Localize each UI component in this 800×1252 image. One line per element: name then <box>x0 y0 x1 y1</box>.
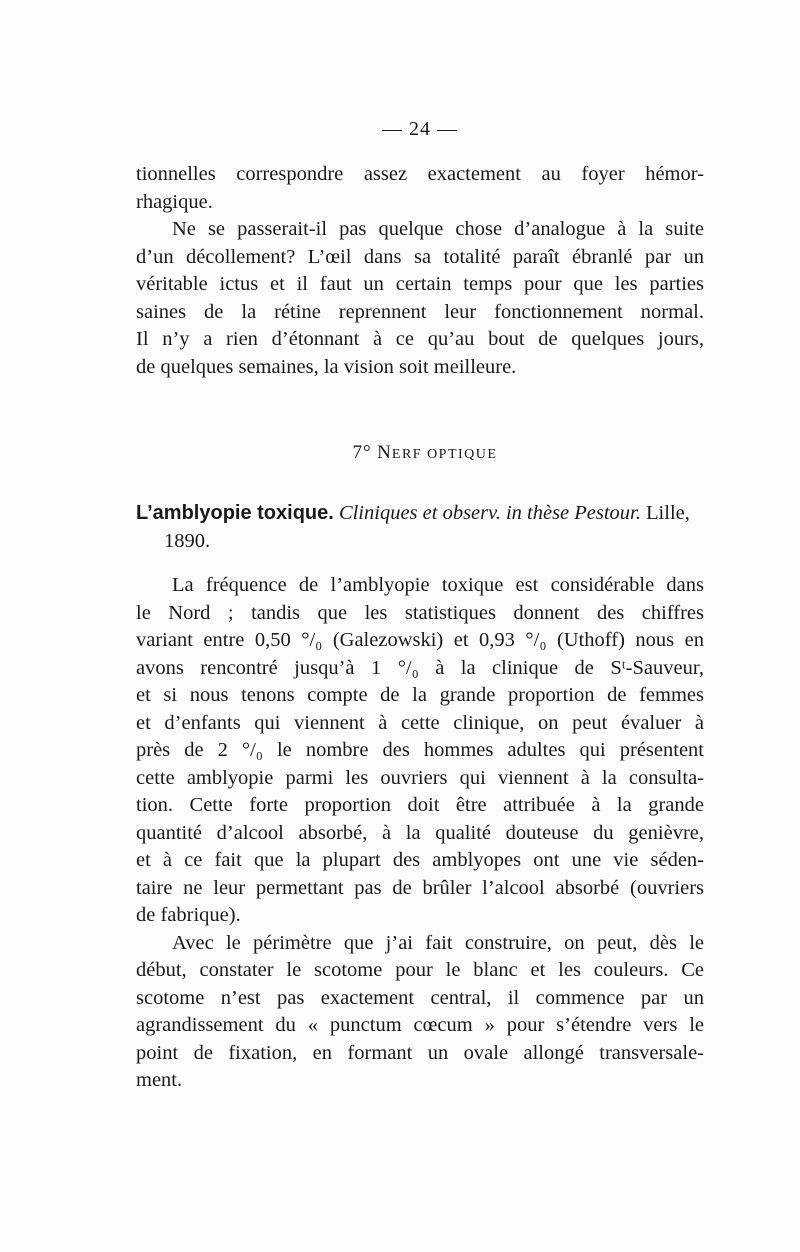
section-number: 7° <box>352 442 372 463</box>
text-line: rhagique. <box>136 190 213 213</box>
text-line: début, constater le scotome pour le blanc et les couleurs. Ce <box>136 959 704 981</box>
text-line: le Nord ; tandis que les statistiques donnent des chiffres <box>136 601 704 624</box>
bibliographic-reference <box>136 500 706 555</box>
text-line: véritable ictus et il faut un certain temps pour que les parties <box>136 273 704 295</box>
text-line: de fabrique). <box>136 904 241 926</box>
text-line: agrandissement du « punctum cœcum » pour s’étendre vers le <box>136 1014 704 1036</box>
page-number: — 24 — <box>382 118 458 140</box>
paragraph-continuation <box>136 161 704 381</box>
text-line: Avec le périmètre que j’ai fait construire, on peut, dès le <box>172 931 704 954</box>
paragraph-main <box>136 572 704 1095</box>
text-line: de quelques semaines, la vision soit meilleure. <box>136 355 517 378</box>
text-line: saines de la rétine reprennent leur fonctionnement normal. <box>136 300 704 323</box>
section-title-rest: ERF OPTIQUE <box>391 447 498 462</box>
reference-year: 1890. <box>164 529 211 552</box>
text-line: scotome n’est pas exactement central, il commence par un <box>136 986 704 1009</box>
text-line: tionnelles correspondre assez exactement au foyer hémor- <box>136 163 704 185</box>
section-heading <box>0 442 800 464</box>
text-line: point de fixation, en formant un ovale allongé transversale- <box>136 1041 704 1064</box>
text-line: variant entre 0,50 °/₀ (Galezowski) et 0,93 °/₀ (Uthoff) nous en <box>136 629 704 651</box>
text-line: près de 2 °/₀ le nombre des hommes adultes qui présentent <box>136 739 704 761</box>
text-line: La fréquence de l’amblyopie toxique est considérable dans <box>172 574 704 596</box>
text-line: et à ce fait que la plupart des amblyopes ont une vie séden- <box>136 849 704 871</box>
reference-place: Lille, <box>646 502 690 524</box>
text-line: et d’enfants qui viennent à cette clinique, on peut évaluer à <box>136 711 704 734</box>
text-line: avons rencontré jusqu’à 1 °/₀ à la clinique de Sᵗ-Sauveur, <box>136 656 704 679</box>
reference-title: L’amblyopie toxique. <box>136 502 334 524</box>
text-line: tion. Cette forte proportion doit être attribuée à la grande <box>136 794 704 816</box>
text-line: quantité d’alcool absorbé, à la qualité douteuse du genièvre, <box>136 821 704 844</box>
text-line: Il n’y a rien d’étonnant à ce qu’au bout de quelques jours, <box>136 328 704 350</box>
text-line: d’un décollement? L’œil dans sa totalité paraît ébranlé par un <box>136 245 704 268</box>
text-line: taire ne leur permettant pas de brûler l’alcool absorbé (ouvriers <box>136 876 704 899</box>
text-line: cette amblyopie parmi les ouvriers qui viennent à la consulta- <box>136 766 704 789</box>
text-line: et si nous tenons compte de la grande proportion de femmes <box>136 684 704 706</box>
text-line: ment. <box>136 1069 183 1091</box>
reference-source: Cliniques et observ. in thèse Pestour. <box>338 502 641 524</box>
text-line: Ne se passerait-il pas quelque chose d’analogue à la suite <box>172 218 704 240</box>
section-title-initial: N <box>377 442 392 463</box>
